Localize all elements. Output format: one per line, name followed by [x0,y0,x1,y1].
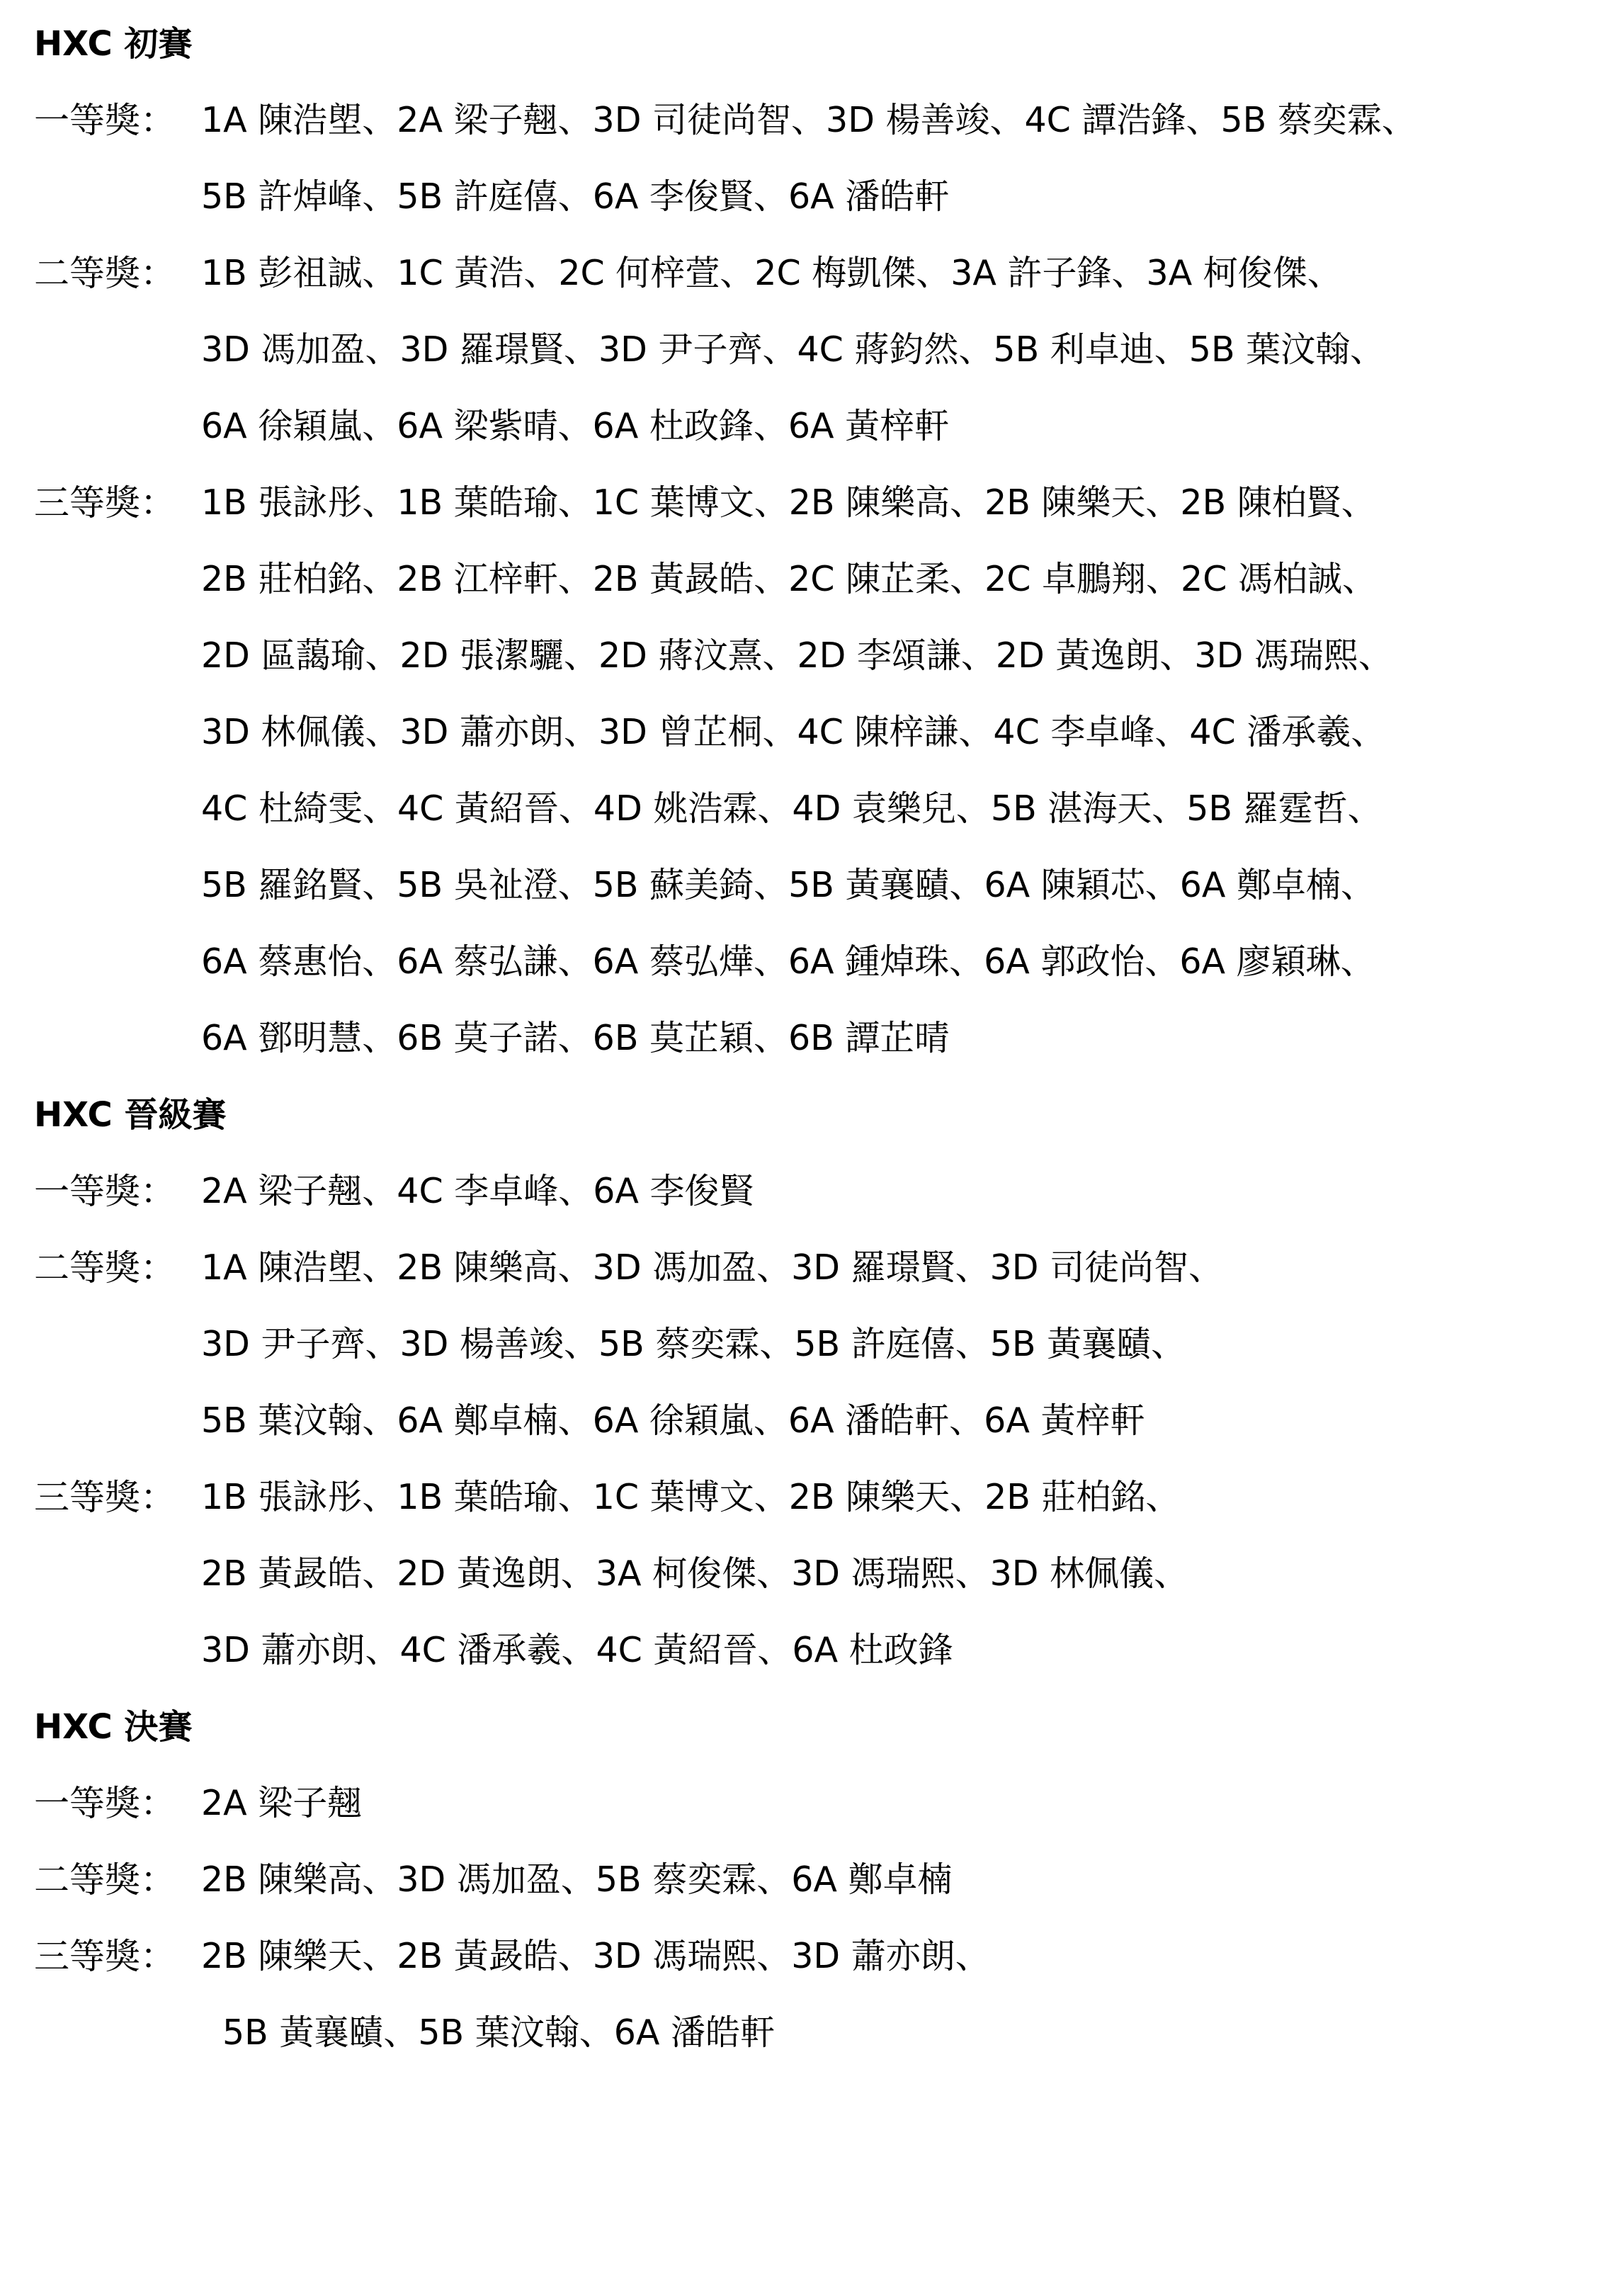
award-label: 二等獎： [34,1859,176,1900]
winner-line: 6A 鄧明慧、6B 莫子諾、6B 莫芷穎、6B 譚芷晴 [201,1018,950,1058]
award-label: 一等獎： [34,1783,176,1824]
winner-line: 2B 黃晸皓、2D 黃逸朗、3A 柯俊傑、3D 馮瑞熙、3D 林佩儀、 [201,1553,1189,1594]
award-label: 三等獎： [34,1936,176,1977]
winner-line: 2A 梁子翹、4C 李卓峰、6A 李俊賢 [201,1171,754,1211]
award-label: 一等獎： [34,100,176,141]
award-second-prize [34,1842,1606,1918]
winner-line: 5B 許焯峰、5B 許庭僖、6A 李俊賢、6A 潘皓軒 [201,176,950,217]
award-label: 三等獎： [34,1477,176,1518]
winner-line: 1A 陳浩塱、2B 陳樂高、3D 馮加盈、3D 羅璟賢、3D 司徒尚智、 [201,1247,1224,1288]
section-title: HXC 決賽 [34,1707,193,1747]
winner-list [201,1765,1606,1842]
winner-list [201,1842,1606,1918]
award-first-prize [34,82,1606,235]
winner-line: 2B 莊柏銘、2B 江梓軒、2B 黃晸皓、2C 陳芷柔、2C 卓鵬翔、2C 馮柏誠、 [201,559,1377,599]
winner-line: 2A 梁子翹 [201,1783,363,1823]
winner-list [201,82,1606,235]
winner-line: 5B 黃襄賾、5B 葉汶翰、6A 潘皓軒 [222,2012,776,2053]
winner-line: 3D 馮加盈、3D 羅璟賢、3D 尹子齊、4C 蔣鈞然、5B 利卓迪、5B 葉汶翰、 [201,329,1385,370]
winner-list [201,1459,1606,1689]
winner-list [201,235,1606,465]
section-final [34,1689,1606,2071]
section-title: HXC 晉級賽 [34,1095,227,1135]
winner-line: 2B 陳樂天、2B 黃晸皓、3D 馮瑞熙、3D 蕭亦朗、 [201,1936,990,1976]
award-label: 二等獎： [34,1247,176,1288]
winner-line: 5B 羅銘賢、5B 吳祉澄、5B 蘇美錡、5B 黃襄賾、6A 陳穎芯、6A 鄭卓楠、 [201,865,1376,905]
section-preliminary [34,6,1606,1077]
winner-line: 3D 林佩儀、3D 蕭亦朗、3D 曾芷桐、4C 陳梓謙、4C 李卓峰、4C 潘承羲、 [201,712,1386,752]
award-label: 一等獎： [34,1171,176,1212]
award-first-prize [34,1153,1606,1230]
winner-list [201,1230,1606,1459]
award-second-prize [34,235,1606,465]
winner-list [201,1918,1606,2071]
winner-line: 6A 徐穎嵐、6A 梁紫晴、6A 杜政鋒、6A 黃梓軒 [201,406,950,446]
winner-list [201,465,1606,1077]
winner-line: 2D 區藹瑜、2D 張潔驪、2D 蔣汶熹、2D 李頌謙、2D 黃逸朗、3D 馮瑞熙、 [201,635,1393,676]
award-third-prize [34,1918,1606,2071]
award-third-prize [34,1459,1606,1689]
winner-line: 3D 蕭亦朗、4C 潘承羲、4C 黃紹晉、6A 杜政鋒 [201,1630,953,1670]
winner-line: 1B 張詠彤、1B 葉皓瑜、1C 葉博文、2B 陳樂高、2B 陳樂天、2B 陳柏賢、 [201,482,1376,523]
award-second-prize [34,1230,1606,1459]
section-title: HXC 初賽 [34,24,193,64]
winner-line: 1B 彭祖誠、1C 黃浩、2C 何梓萱、2C 梅凱傑、3A 許子鋒、3A 柯俊傑、 [201,253,1342,293]
winner-line: 1B 張詠彤、1B 葉皓瑜、1C 葉博文、2B 陳樂天、2B 莊柏銘、 [201,1477,1181,1517]
winner-line: 1A 陳浩塱、2A 梁子翹、3D 司徒尚智、3D 楊善竣、4C 譚浩鋒、5B 蔡奕霖、 [201,100,1416,140]
winner-list [201,1153,1606,1230]
winner-line: 3D 尹子齊、3D 楊善竣、5B 蔡奕霖、5B 許庭僖、5B 黃襄賾、 [201,1324,1186,1364]
award-first-prize [34,1765,1606,1842]
winner-line: 4C 杜綺雯、4C 黃紹晉、4D 姚浩霖、4D 袁樂兒、5B 湛海天、5B 羅霆哲、 [201,788,1382,829]
winner-line: 5B 葉汶翰、6A 鄭卓楠、6A 徐穎嵐、6A 潘皓軒、6A 黃梓軒 [201,1400,1145,1441]
winner-line: 2B 陳樂高、3D 馮加盈、5B 蔡奕霖、6A 鄭卓楠 [201,1859,953,1900]
award-label: 二等獎： [34,253,176,294]
document-page [34,6,1606,2071]
winner-line: 6A 蔡惠怡、6A 蔡弘謙、6A 蔡弘燁、6A 鍾焯珠、6A 郭政怡、6A 廖穎琳、 [201,941,1375,982]
section-advancement [34,1077,1606,1689]
award-label: 三等獎： [34,482,176,523]
award-third-prize [34,465,1606,1077]
